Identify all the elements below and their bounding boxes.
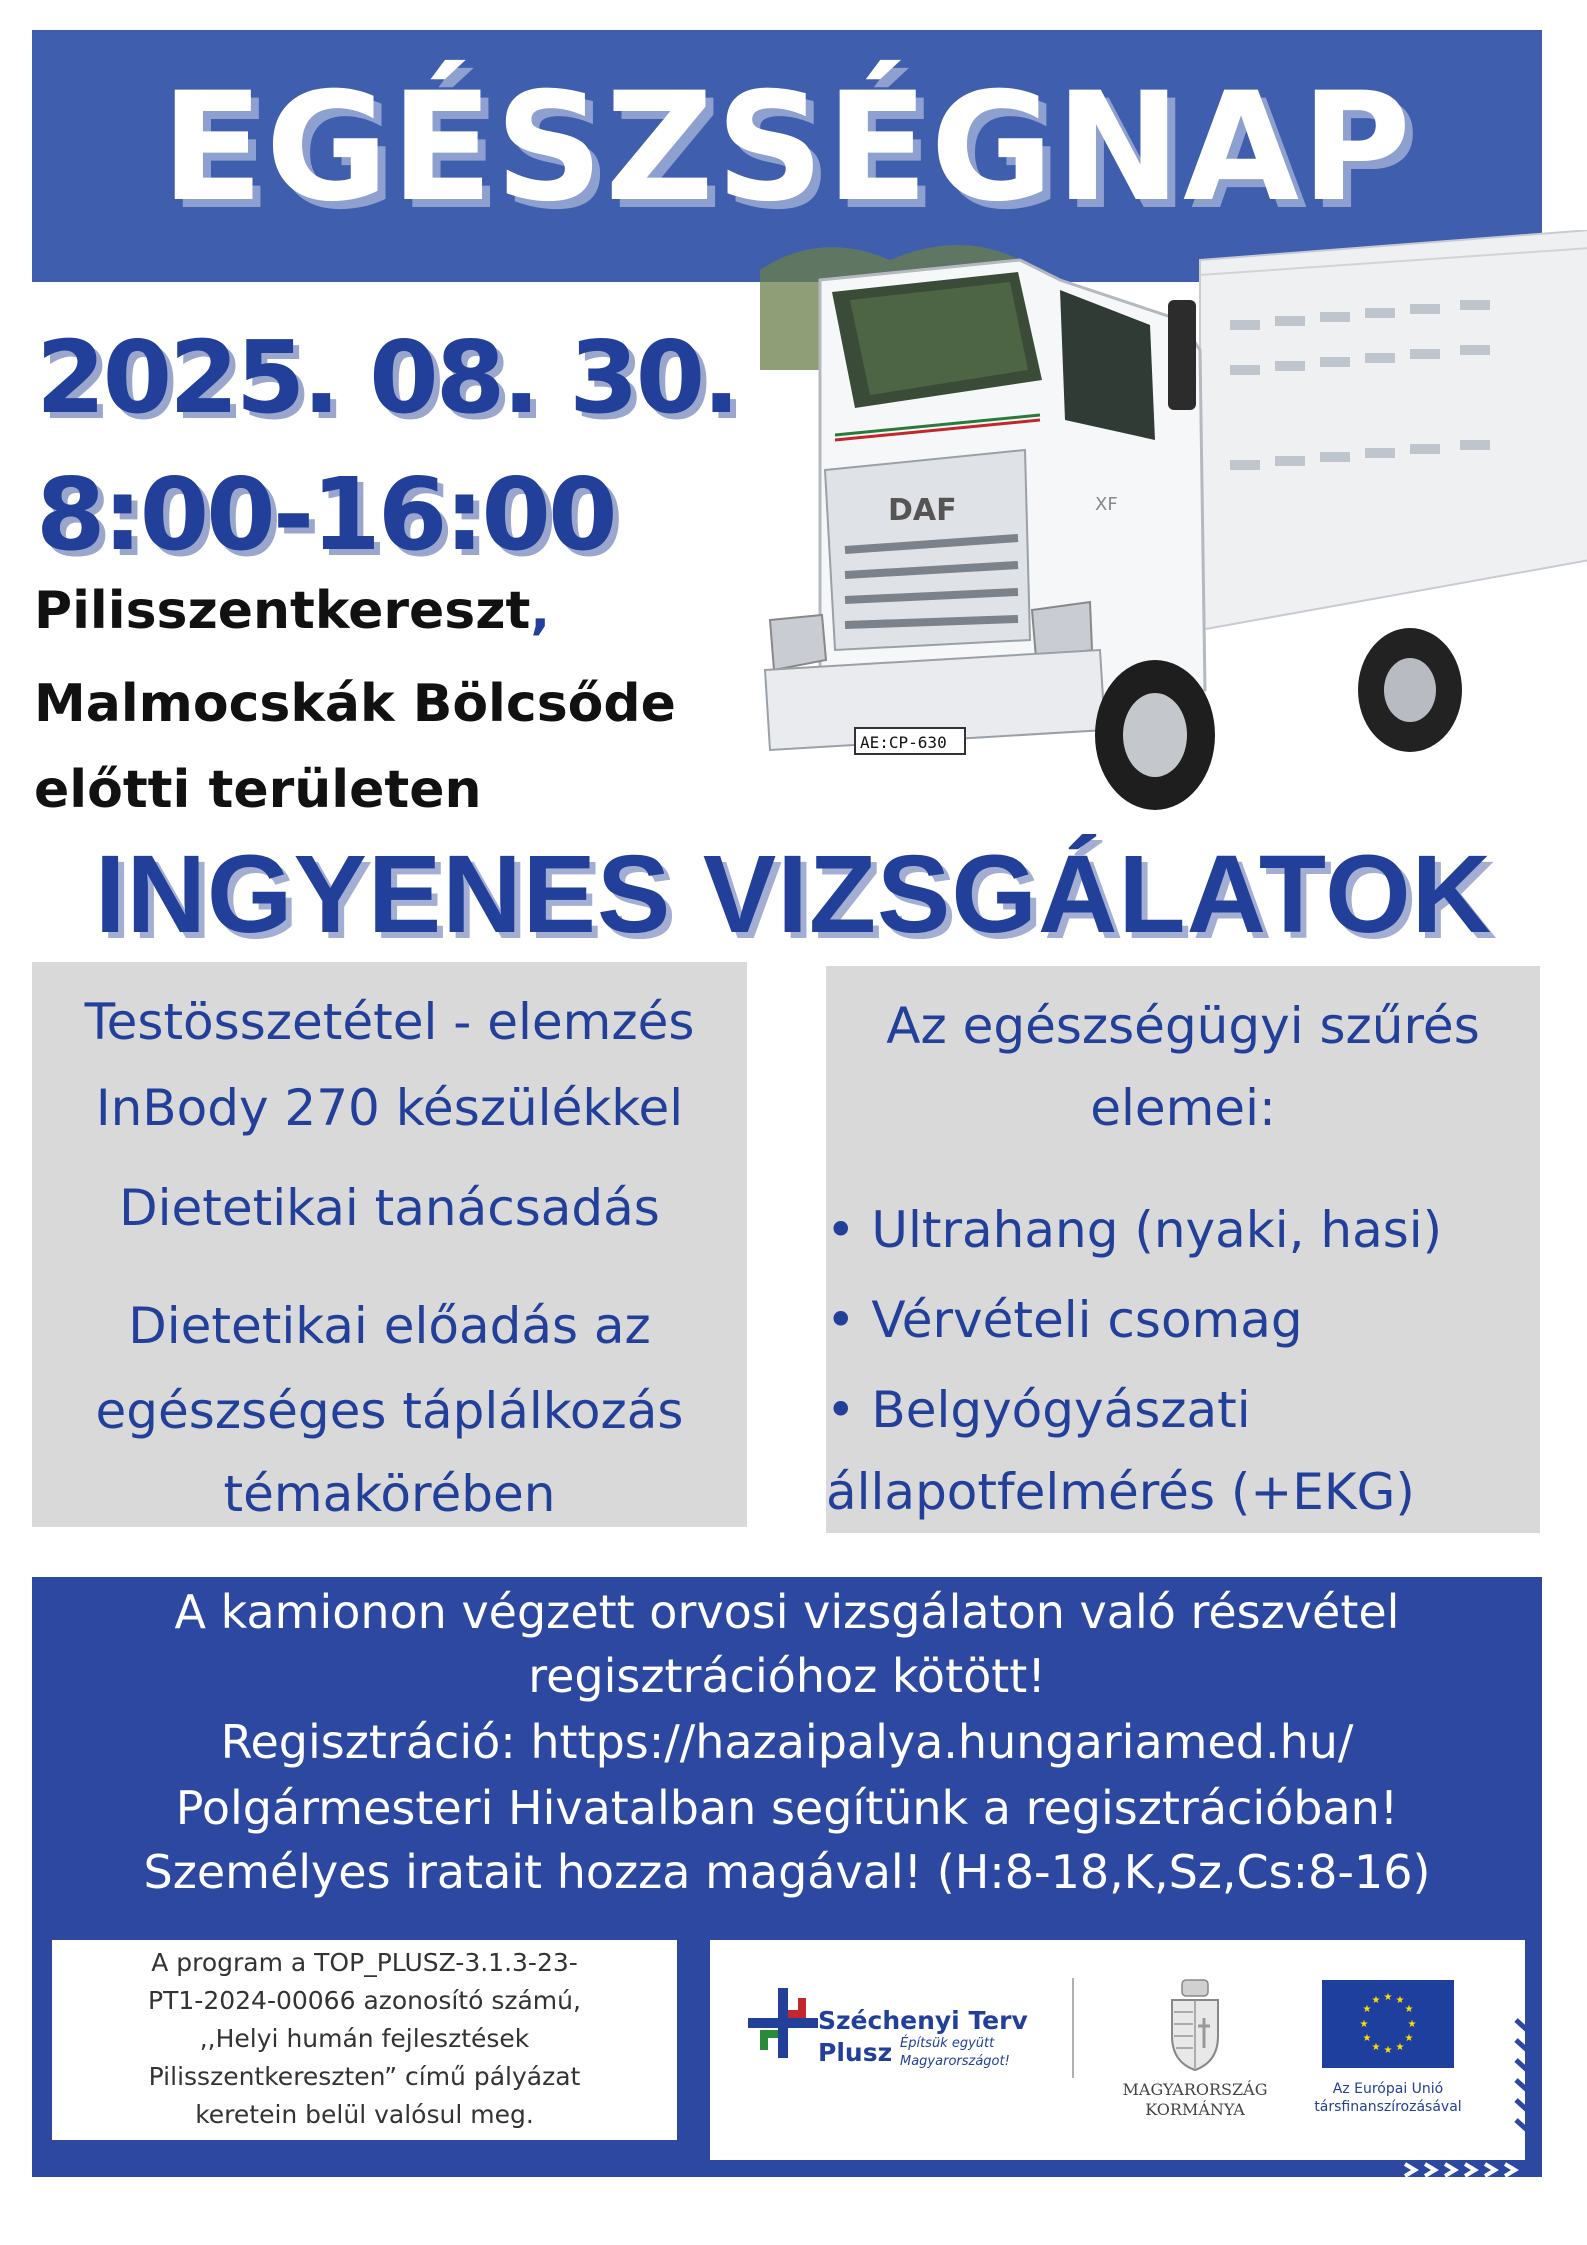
location-line-2: Malmocskák Bölcsőde xyxy=(34,674,676,734)
event-time: 8:00-16:00 xyxy=(36,456,615,573)
right-box-item: • Ultrahang (nyaki, hasi) xyxy=(826,1201,1443,1259)
right-box-title: elemei: xyxy=(1090,1079,1276,1137)
funding-note-line: PT1-2024-00066 azonosító számú, xyxy=(148,1986,581,2015)
right-box-item: • Belgyógyászati xyxy=(826,1381,1251,1439)
gov-subtitle: KORMÁNYA xyxy=(1145,2100,1245,2119)
eu-flag-icon xyxy=(1322,1980,1454,2068)
szechenyi-slogan: Építsük együtt xyxy=(900,2036,995,2051)
left-box-line: Testösszetétel - elemzés xyxy=(84,993,695,1051)
left-box-line: Dietetikai előadás az xyxy=(128,1297,651,1355)
funding-note-line: Pilisszentkereszten” című pályázat xyxy=(148,2062,581,2091)
svg-text:★: ★ xyxy=(1395,1995,1405,2006)
services-heading: INGYENES VIZSGÁLATOK xyxy=(94,833,1493,956)
svg-text:★: ★ xyxy=(1371,2042,1381,2053)
left-box-line: egészséges táplálkozás xyxy=(95,1382,684,1440)
left-box-line: témakörében xyxy=(223,1465,556,1523)
svg-text:★: ★ xyxy=(1383,2045,1393,2056)
chevron-bottom-decoration-icon xyxy=(1400,2160,1540,2180)
page-title: EGÉSZSÉGNAP xyxy=(160,61,1414,235)
location-line-1 xyxy=(34,578,550,644)
funding-note-line: ,,Helyi humán fejlesztések xyxy=(199,2024,530,2053)
right-box-title: Az egészségügyi szűrés xyxy=(886,997,1480,1055)
truck-brand-label: DAF xyxy=(888,493,957,528)
registration-url[interactable]: Regisztráció: https://hazaipalya.hungariamed.hu/ xyxy=(220,1715,1354,1769)
left-box-line: InBody 270 készülékkel xyxy=(95,1079,684,1137)
svg-text:★: ★ xyxy=(1371,1995,1381,2006)
truck-image xyxy=(760,230,1587,840)
svg-text:★: ★ xyxy=(1359,2019,1369,2030)
info-line: regisztrációhoz kötött! xyxy=(528,1649,1046,1703)
svg-text:★: ★ xyxy=(1395,2042,1405,2053)
eu-subtitle: társfinanszírozásával xyxy=(1314,2099,1462,2115)
location-town: Pilisszentkereszt xyxy=(34,581,531,641)
coat-of-arms-icon xyxy=(1160,1978,1230,2074)
funding-note-line: A program a TOP_PLUSZ-3.1.3-23- xyxy=(151,1948,578,1977)
svg-text:★: ★ xyxy=(1383,1992,1393,2003)
truck-model-label: XF xyxy=(1095,494,1118,515)
location-comma: , xyxy=(530,581,551,641)
svg-text:★: ★ xyxy=(1362,2033,1372,2044)
gov-title: MAGYARORSZÁG xyxy=(1122,2080,1268,2099)
location-line-3: előtti területen xyxy=(34,760,482,820)
eu-title: Az Európai Unió xyxy=(1332,2081,1444,2097)
info-line: Személyes iratait hozza magával! (H:8-18,K,Sz,Cs:8-16) xyxy=(143,1845,1431,1899)
right-box-item: • Vérvételi csomag xyxy=(826,1291,1303,1349)
svg-text:★: ★ xyxy=(1407,2019,1417,2030)
szechenyi-title: Széchenyi Terv xyxy=(818,2006,1028,2035)
info-line: Polgármesteri Hivatalban segítünk a regisztrációban! xyxy=(175,1781,1399,1835)
svg-text:★: ★ xyxy=(1404,2004,1414,2015)
info-line: A kamionon végzett orvosi vizsgálaton való részvétel xyxy=(174,1585,1400,1639)
right-box-item: állapotfelmérés (+EKG) xyxy=(826,1463,1415,1521)
left-box-line: Dietetikai tanácsadás xyxy=(119,1179,660,1237)
funding-note-line: keretein belül valósul meg. xyxy=(195,2100,534,2129)
chevron-decoration-icon xyxy=(1512,2010,1542,2160)
szechenyi-slogan: Magyarországot! xyxy=(900,2054,1010,2069)
logo-divider xyxy=(1072,1978,1074,2078)
svg-text:★: ★ xyxy=(1362,2004,1372,2015)
license-plate: AE:CP-630 xyxy=(860,733,947,752)
szechenyi-cross-icon xyxy=(748,1988,818,2058)
svg-text:★: ★ xyxy=(1404,2033,1414,2044)
szechenyi-plusz: Plusz xyxy=(818,2038,893,2067)
event-date: 2025. 08. 30. xyxy=(36,319,738,436)
